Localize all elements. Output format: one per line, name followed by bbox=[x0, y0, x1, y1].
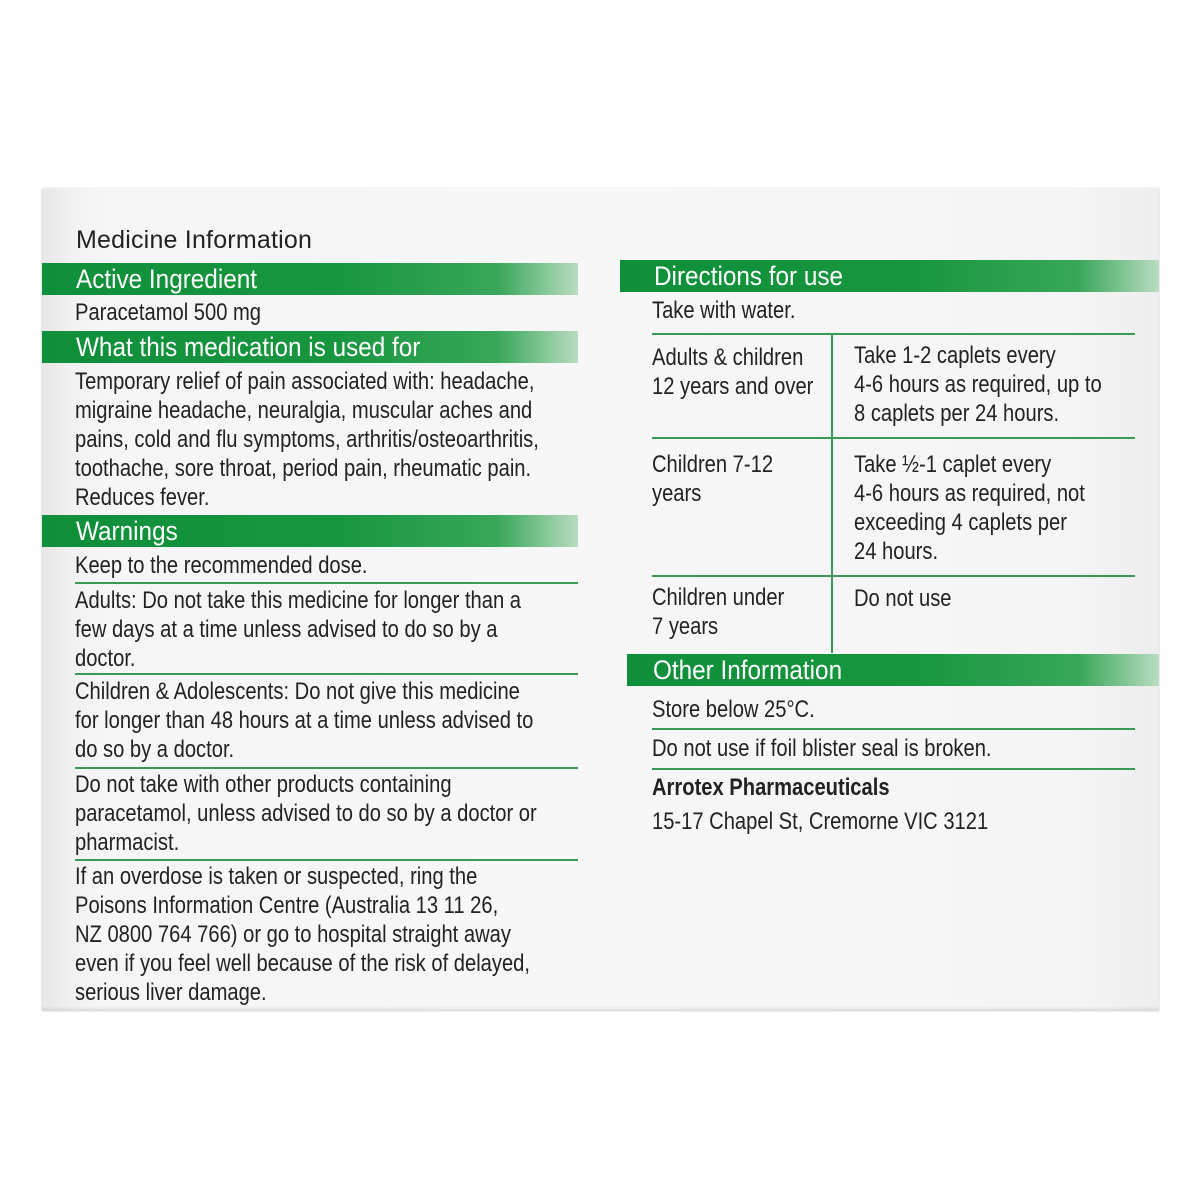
dosage-group: Adults & children bbox=[652, 344, 804, 371]
warning-item: Keep to the recommended dose. bbox=[75, 552, 368, 579]
company-name: Arrotex Pharmaceuticals bbox=[652, 774, 890, 801]
warning-divider bbox=[75, 767, 578, 769]
directions-divider bbox=[652, 333, 1135, 335]
warning-item: If an overdose is taken or suspected, ring the bbox=[75, 863, 478, 890]
used-for-line: toothache, sore throat, period pain, rheumatic pain. bbox=[75, 455, 532, 482]
dosage-instruction: Take ½-1 caplet every bbox=[854, 451, 1052, 478]
dosage-instruction: 24 hours. bbox=[854, 538, 939, 565]
warning-divider bbox=[75, 859, 578, 861]
warning-item: Do not take with other products containing bbox=[75, 771, 452, 798]
dosage-group: Children 7-12 bbox=[652, 451, 774, 478]
warning-item: Poisons Information Centre (Australia 13 11 26, bbox=[75, 892, 499, 919]
warning-divider bbox=[75, 582, 578, 584]
used-for-header bbox=[42, 331, 578, 363]
medicine-info-panel bbox=[42, 188, 1159, 1010]
warning-item: even if you feel well because of the risk of delayed, bbox=[75, 950, 530, 977]
used-for-header-label: What this medication is used for bbox=[76, 332, 421, 362]
page-title: Medicine Information bbox=[76, 226, 313, 254]
directions-header bbox=[620, 260, 1159, 292]
directions-divider bbox=[652, 575, 1135, 577]
directions-divider bbox=[652, 437, 1135, 439]
dosage-instruction: 8 caplets per 24 hours. bbox=[854, 400, 1060, 427]
other-info-header bbox=[627, 654, 1159, 686]
other-info-divider bbox=[652, 728, 1135, 730]
warning-item: NZ 0800 764 766) or go to hospital straight away bbox=[75, 921, 511, 948]
warning-item: Adults: Do not take this medicine for longer than a bbox=[75, 587, 522, 614]
active-ingredient-text: Paracetamol 500 mg bbox=[75, 299, 262, 326]
warning-divider bbox=[75, 673, 578, 675]
dosage-group: 7 years bbox=[652, 613, 719, 640]
used-for-line: Temporary relief of pain associated with: headache, bbox=[75, 368, 535, 395]
directions-column-divider bbox=[831, 334, 833, 653]
company-address: 15-17 Chapel St, Cremorne VIC 3121 bbox=[652, 808, 989, 835]
warnings-header-label: Warnings bbox=[76, 516, 178, 546]
dosage-instruction: 4-6 hours as required, not bbox=[854, 480, 1085, 507]
used-for-line: pains, cold and flu symptoms, arthritis/osteoarthritis, bbox=[75, 426, 539, 453]
used-for-line: Reduces fever. bbox=[75, 484, 210, 511]
dosage-instruction: Do not use bbox=[854, 585, 952, 612]
warning-item: Children & Adolescents: Do not give this medicine bbox=[75, 678, 520, 705]
other-info-item: Do not use if foil blister seal is broken. bbox=[652, 735, 992, 762]
other-info-header-label: Other Information bbox=[653, 655, 843, 685]
warning-item: for longer than 48 hours at a time unless advised to bbox=[75, 707, 534, 734]
warning-item: paracetamol, unless advised to do so by a doctor or bbox=[75, 800, 537, 827]
dosage-group: years bbox=[652, 480, 702, 507]
dosage-group: 12 years and over bbox=[652, 373, 814, 400]
used-for-line: migraine headache, neuralgia, muscular aches and bbox=[75, 397, 533, 424]
warnings-header bbox=[42, 515, 578, 547]
warning-item: do so by a doctor. bbox=[75, 736, 235, 763]
dosage-group: Children under bbox=[652, 584, 785, 611]
warning-item: doctor. bbox=[75, 645, 136, 672]
active-ingredient-header bbox=[42, 263, 578, 295]
warning-item: few days at a time unless advised to do so by a bbox=[75, 616, 498, 643]
active-ingredient-header-label: Active Ingredient bbox=[76, 264, 258, 294]
warning-item: serious liver damage. bbox=[75, 979, 267, 1006]
directions-header-label: Directions for use bbox=[654, 261, 844, 291]
other-info-item: Store below 25°C. bbox=[652, 696, 815, 723]
dosage-instruction: 4-6 hours as required, up to bbox=[854, 371, 1102, 398]
dosage-instruction: exceeding 4 caplets per bbox=[854, 509, 1067, 536]
directions-intro: Take with water. bbox=[652, 297, 796, 324]
other-info-divider bbox=[652, 768, 1135, 770]
warning-item: pharmacist. bbox=[75, 829, 180, 856]
dosage-instruction: Take 1-2 caplets every bbox=[854, 342, 1056, 369]
